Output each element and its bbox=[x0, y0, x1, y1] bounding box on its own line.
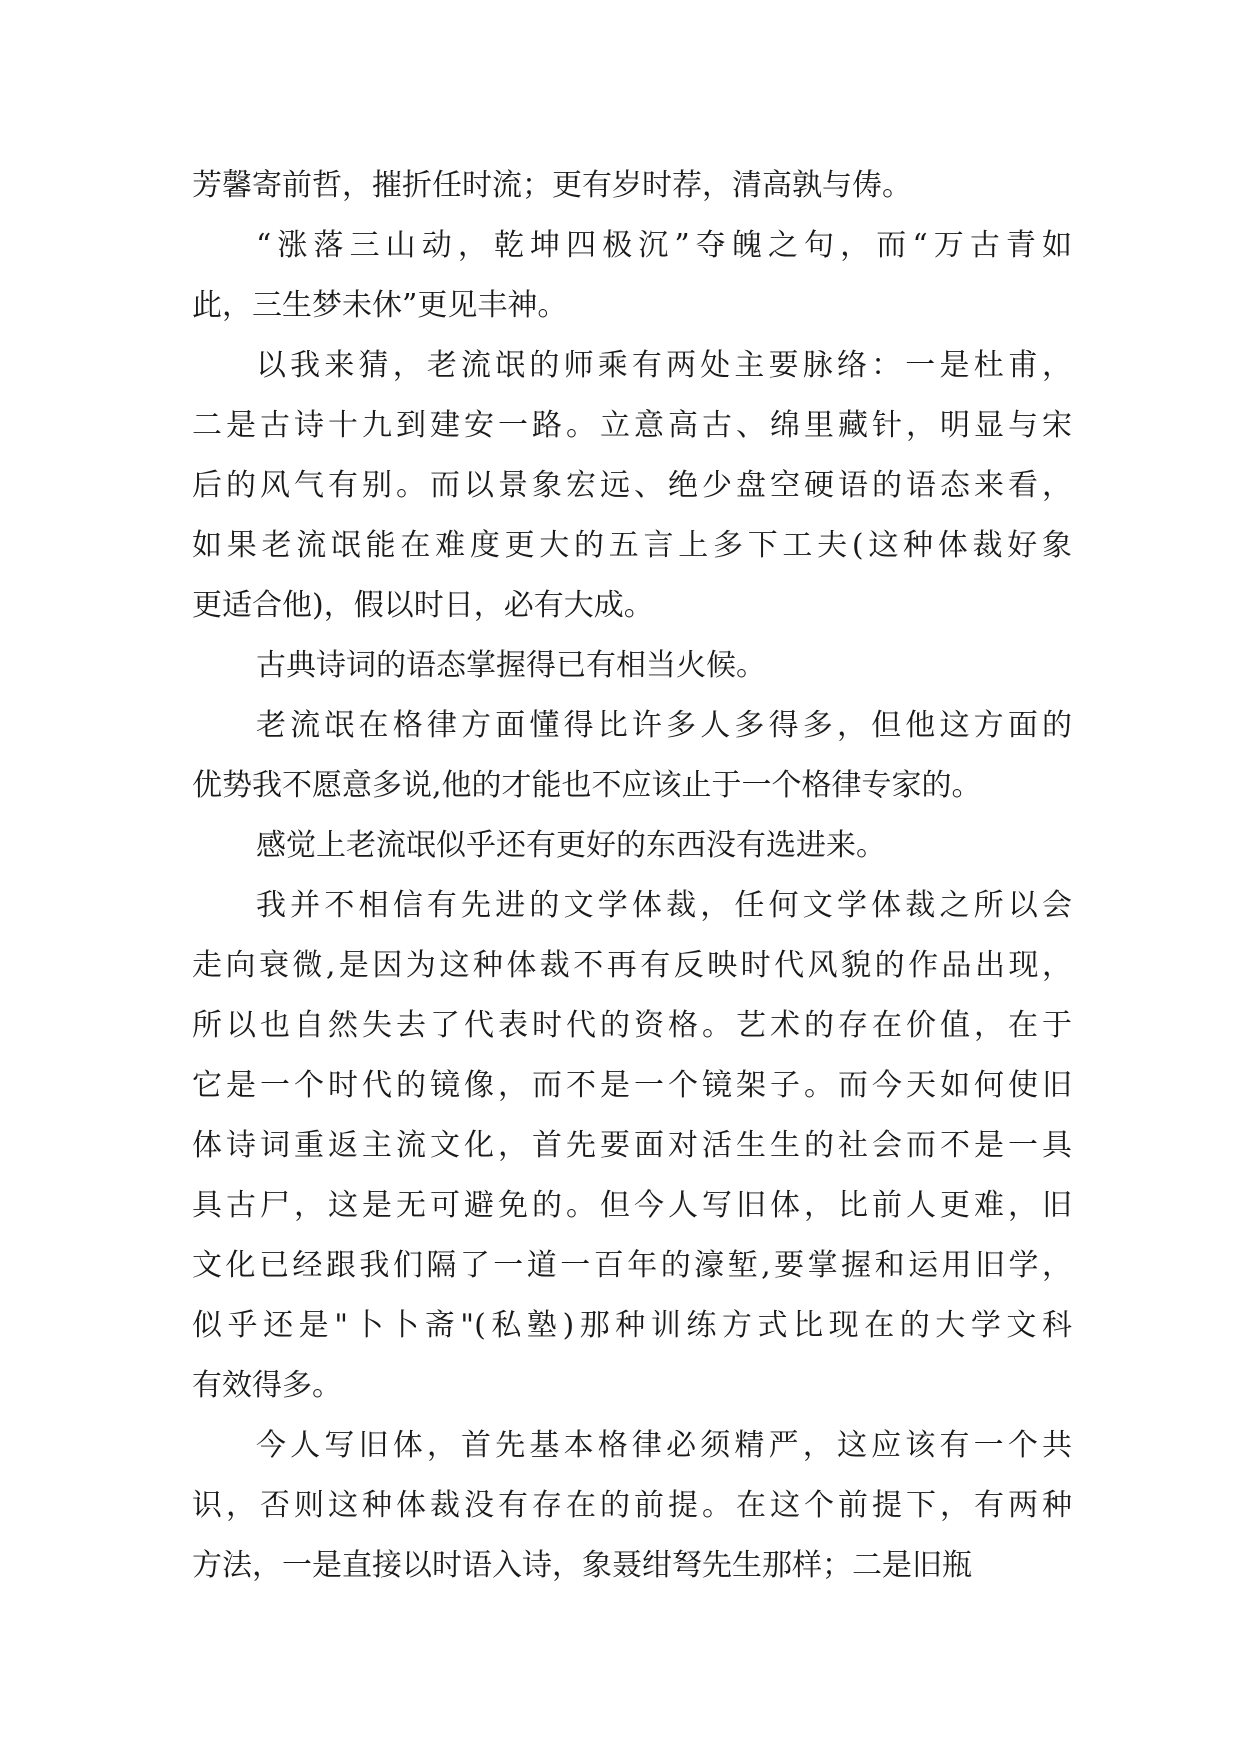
text-line: 以我来猜，老流氓的师乘有两处主要脉络：一是杜甫， bbox=[256, 348, 1072, 383]
text-line: 老流氓在格律方面懂得比许多人多得多，但他这方面的 bbox=[256, 708, 1072, 743]
text-line: 芳馨寄前哲，摧折任时流；更有岁时荐，清高孰与俦。 bbox=[192, 168, 912, 203]
text-line: 后的风气有别。而以景象宏远、绝少盘空硬语的语态来看， bbox=[192, 468, 1072, 503]
text-line: 所以也自然失去了代表时代的资格。艺术的存在价值，在于 bbox=[192, 1008, 1072, 1043]
text-line: 二是古诗十九到建安一路。立意高古、绵里藏针，明显与宋 bbox=[192, 408, 1072, 443]
body-text bbox=[192, 156, 1072, 1596]
text-line: 我并不相信有先进的文学体裁，任何文学体裁之所以会 bbox=[256, 888, 1072, 923]
text-line: 体诗词重返主流文化，首先要面对活生生的社会而不是一具 bbox=[192, 1128, 1072, 1163]
paragraph bbox=[192, 696, 1072, 816]
text-line: “涨落三山动，乾坤四极沉”夺魄之句，而“万古青如 bbox=[256, 228, 1072, 263]
paragraph bbox=[192, 1416, 1072, 1596]
text-line: 古典诗词的语态掌握得已有相当火候。 bbox=[256, 648, 766, 683]
text-line: 文化已经跟我们隔了一道一百年的濠堑,要掌握和运用旧学， bbox=[192, 1248, 1072, 1283]
text-line: 走向衰微,是因为这种体裁不再有反映时代风貌的作品出现， bbox=[192, 948, 1072, 983]
paragraph bbox=[192, 636, 1072, 696]
paragraph bbox=[192, 336, 1072, 636]
text-line: 如果老流氓能在难度更大的五言上多下工夫(这种体裁好象 bbox=[192, 528, 1072, 563]
text-line: 有效得多。 bbox=[192, 1368, 342, 1403]
text-line: 更适合他)，假以时日，必有大成。 bbox=[192, 588, 654, 623]
paragraph bbox=[192, 156, 1072, 216]
text-line: 识，否则这种体裁没有存在的前提。在这个前提下，有两种 bbox=[192, 1488, 1072, 1523]
text-line: 感觉上老流氓似乎还有更好的东西没有选进来。 bbox=[256, 828, 886, 863]
paragraph bbox=[192, 216, 1072, 336]
text-line: 今人写旧体，首先基本格律必须精严，这应该有一个共 bbox=[256, 1428, 1072, 1463]
paragraph bbox=[192, 876, 1072, 1416]
text-line: 它是一个时代的镜像，而不是一个镜架子。而今天如何使旧 bbox=[192, 1068, 1072, 1103]
text-line: 此，三生梦未休”更见丰神。 bbox=[192, 288, 568, 323]
text-line: 具古尸，这是无可避免的。但今人写旧体，比前人更难，旧 bbox=[192, 1188, 1072, 1223]
paragraph bbox=[192, 816, 1072, 876]
text-line: 优势我不愿意多说,他的才能也不应该止于一个格律专家的。 bbox=[192, 768, 982, 803]
text-line: 似乎还是"卜卜斋"(私塾)那种训练方式比现在的大学文科 bbox=[192, 1308, 1072, 1343]
text-line: 方法，一是直接以时语入诗，象聂绀弩先生那样；二是旧瓶 bbox=[192, 1548, 972, 1583]
